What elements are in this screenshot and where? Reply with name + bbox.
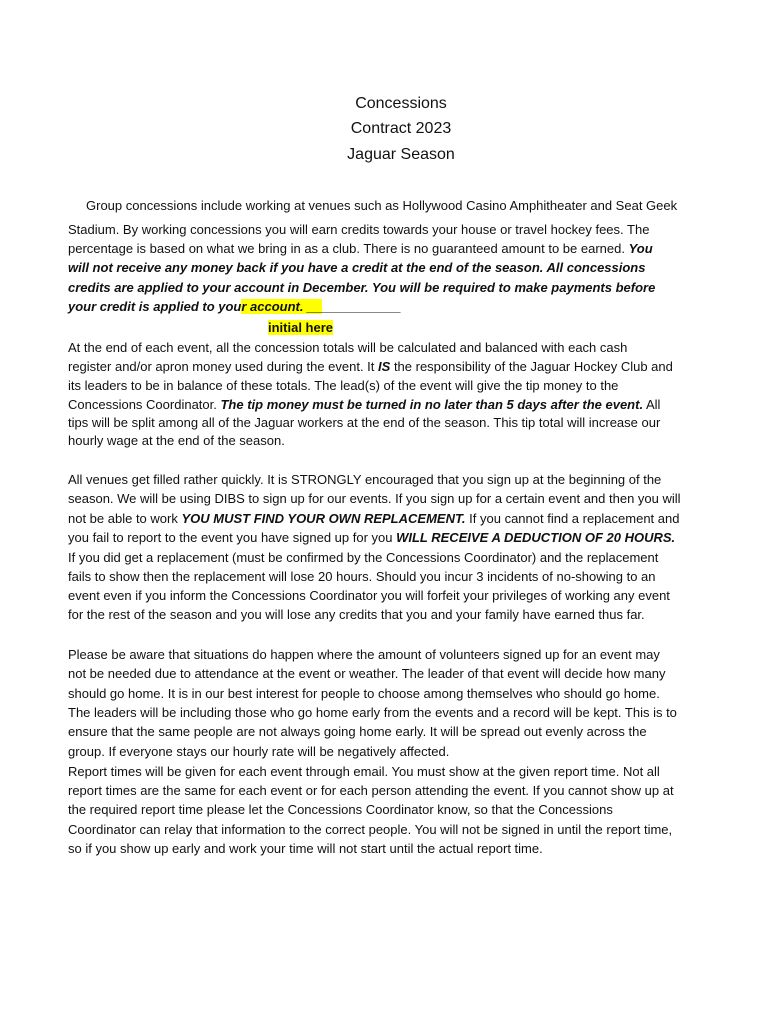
title-contract-year: Contract 2023 — [350, 120, 452, 137]
para3-line3-a: not be able to work — [68, 511, 182, 526]
para3-line6: fails to show then the replacement will lose 20 hours. Should you incur 3 incidents of no-showing to an — [68, 569, 656, 584]
para2-line4-a: Concessions Coordinator. — [68, 397, 221, 412]
para2-line3: its leaders to be in balance of these totals. The lead(s) of the event will give the tip money to the — [68, 378, 619, 393]
para1-line1: Group concessions include working at venues such as Hollywood Casino Amphitheater and Seat Geek — [86, 198, 678, 213]
para1-line6-text: your credit is applied to you — [68, 299, 242, 314]
para4-line3: should go home. It is in our best interest for people to choose among themselves who should go home. — [68, 686, 660, 701]
para2-line4-emphasis: The tip money must be turned in no later than 5 days after the event. — [220, 397, 644, 412]
title-concessions: Concessions — [355, 95, 447, 112]
para4-line1: Please be aware that situations do happen where the amount of volunteers signed up for an event may — [68, 647, 660, 662]
para2-line5: tips will be split among all of the Jaguar workers at the end of the season. This tip total will increase our — [68, 415, 661, 430]
para3-line7: event even if you inform the Concessions Coordinator you will forfeit your privileges of working any event — [68, 588, 670, 603]
para3-line4 — [68, 528, 675, 547]
para2-line4 — [68, 395, 660, 414]
para2-line2 — [68, 357, 673, 376]
para1-line3-text: percentage is based on what we bring in as a club. There is no guaranteed amount to be earned. — [68, 241, 629, 256]
initial-signature-line: __________ — [328, 299, 402, 314]
para2-line2-emphasis: IS — [378, 359, 391, 374]
para5-line5: so if you show up early and work your time will not start until the actual report time. — [68, 841, 543, 856]
para3-line3 — [68, 509, 679, 528]
para3-line3-emphasis: YOU MUST FIND YOUR OWN REPLACEMENT. — [181, 511, 466, 526]
para3-line8: for the rest of the season and you will lose any credits that you and your family have earned thus far. — [68, 607, 645, 622]
para4-line5: ensure that the same people are not always going home early. It will be spread out evenly across the — [68, 724, 647, 739]
para1-line2: Stadium. By working concessions you will earn credits towards your house or travel hockey fees. The — [68, 222, 650, 237]
para3-line5: If you did get a replacement (must be confirmed by the Concessions Coordinator) and the replacement — [68, 550, 659, 565]
para2-line2-c: the responsibility of the Jaguar Hockey Club and — [390, 359, 673, 374]
title-season: Jaguar Season — [347, 146, 455, 163]
initial-here-label — [268, 318, 333, 337]
para1-line6-underscore: _ — [321, 299, 329, 314]
para3-line4-a: you fail to report to the event you have signed up for you — [68, 530, 397, 545]
para5-line3: the required report time please let the Concessions Coordinator know, so that the Concessions — [68, 802, 613, 817]
para4-line6: group. If everyone stays our hourly rate will be negatively affected. — [68, 744, 450, 759]
para2-line6: hourly wage at the end of the season. — [68, 433, 285, 448]
para4-line4: The leaders will be including those who go home early from the events and a record will be kept. This is to — [68, 705, 677, 720]
para1-line4: will not receive any money back if you have a credit at the end of the season. All concessions — [68, 260, 646, 275]
para2-line1: At the end of each event, all the concession totals will be calculated and balanced with each cash — [68, 340, 628, 355]
para1-line3-emphasis: You — [628, 241, 653, 256]
para1-line6 — [68, 297, 401, 316]
para1-line5: credits are applied to your account in December. You will be required to make payments before — [68, 280, 656, 295]
para2-line4-c: All — [643, 397, 661, 412]
para3-line4-emphasis: WILL RECEIVE A DEDUCTION OF 20 HOURS. — [396, 530, 676, 545]
para3-line2: season. We will be using DIBS to sign up for our events. If you sign up for a certain event and then you will — [68, 491, 681, 506]
para1-line6-highlight: r account. __ — [241, 299, 322, 314]
para1-line3 — [68, 239, 653, 258]
para3-line1: All venues get filled rather quickly. It is STRONGLY encouraged that you sign up at the beginning of the — [68, 472, 662, 487]
para5-line1: Report times will be given for each event through email. You must show at the given report time. Not all — [68, 764, 660, 779]
para2-line2-a: register and/or apron money used during the event. It — [68, 359, 379, 374]
initial-here-highlight: initial here — [268, 320, 334, 335]
para4-line2: not be needed due to attendance at the event or weather. The leader of that event will decide how many — [68, 666, 666, 681]
para3-line3-c: If you cannot find a replacement and — [465, 511, 680, 526]
para5-line4: Coordinator can relay that information to the correct people. You will not be signed in until the report time, — [68, 822, 673, 837]
para5-line2: report times are the same for each event or for each person attending the event. If you cannot show up at — [68, 783, 674, 798]
